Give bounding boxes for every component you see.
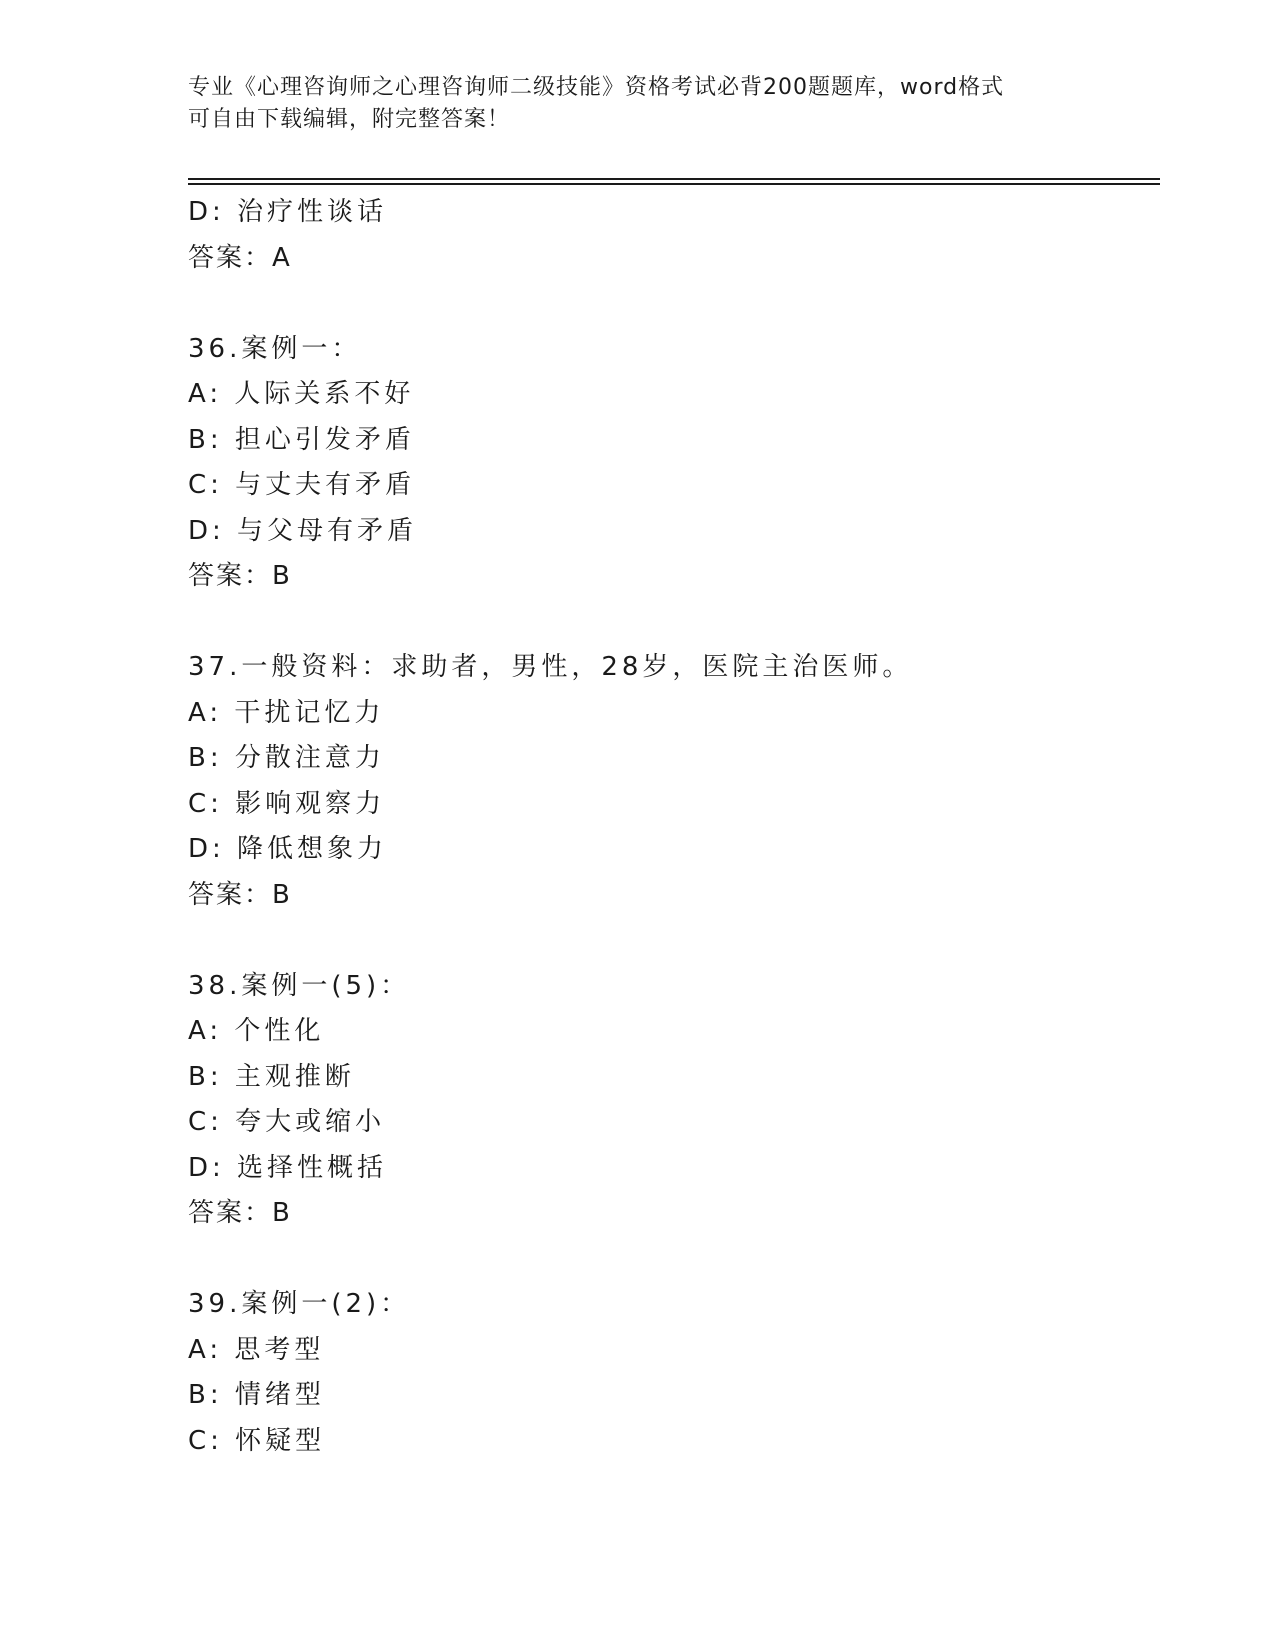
question-title: 37.一般资料：求助者，男性，28岁，医院主治医师。 [188, 652, 913, 682]
question-title: 39.案例一(2)： [188, 1289, 411, 1319]
option-b: B: 情绪型 [188, 1380, 325, 1410]
option-c: C: 与丈夫有矛盾 [188, 470, 416, 500]
option-b: B: 担心引发矛盾 [188, 424, 415, 455]
header-line-1: 专业《心理咨询师之心理咨询师二级技能》资格考试必背200题题库，word格式 [188, 75, 1005, 100]
answer-line: 答案：B [188, 879, 292, 910]
option-a: A: 个性化 [188, 1016, 325, 1046]
question-title: 38.案例一(5)： [188, 970, 411, 1001]
option-c: C: 影响观察力 [188, 788, 386, 819]
option-c: C: 夸大或缩小 [188, 1107, 386, 1137]
option-c: C: 怀疑型 [188, 1425, 326, 1456]
header-divider-top [188, 178, 1160, 180]
option-a: A: 人际关系不好 [188, 379, 415, 409]
block-spacer [188, 1237, 1148, 1283]
question-list [188, 190, 1148, 1464]
answer-line: 答案：B [188, 1198, 292, 1228]
option-d: D: 选择性概括 [188, 1152, 388, 1183]
option-b: B: 分散注意力 [188, 743, 385, 773]
option-d: D: 与父母有矛盾 [188, 515, 418, 546]
question-title: 36.案例一： [188, 333, 362, 364]
option-a: A: 思考型 [188, 1334, 325, 1365]
option-d: D: 治疗性谈话 [188, 197, 388, 227]
header-divider-bottom [188, 183, 1160, 185]
block-spacer [188, 918, 1148, 964]
option-d: D: 降低想象力 [188, 834, 388, 864]
answer-line: 答案：B [188, 561, 292, 591]
answer-line: 答案：A [188, 242, 292, 273]
option-a: A: 干扰记忆力 [188, 697, 385, 728]
block-spacer [188, 281, 1148, 327]
document-header [188, 72, 1068, 136]
header-line-2: 可自由下载编辑，附完整答案！ [188, 107, 511, 132]
block-spacer [188, 600, 1148, 646]
option-b: B: 主观推断 [188, 1061, 355, 1092]
